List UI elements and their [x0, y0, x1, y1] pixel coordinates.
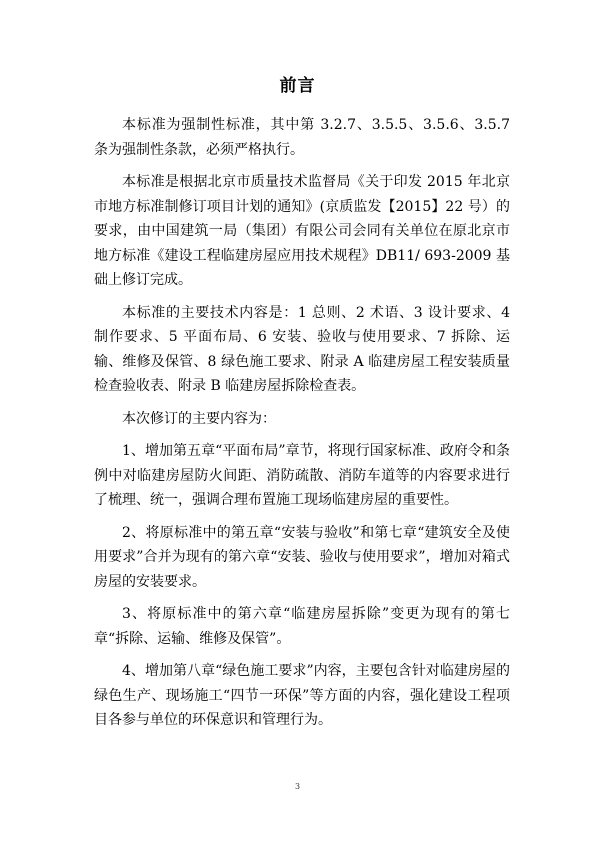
paragraph-revision-item-1: 1、增加第五章“平面布局”章节，将现行国家标准、政府令和条例中对临建房屋防火间距、消防疏散、消防车道等的内容要求进行了梳理、统一，强调合理布置施工现场临建房屋的重要性。 — [94, 443, 510, 508]
paragraph-revision-item-3: 3、将原标准中的第六章“临建房屋拆除”变更为现有的第七章“拆除、运输、维修及保管”。 — [94, 606, 510, 647]
document-body — [94, 113, 510, 741]
paragraph-revision-item-4: 4、增加第八章“绿色施工要求”内容，主要包含针对临建房屋的绿色生产、现场施工“四节一环保”等方面的内容，强化建设工程项目各参与单位的环保意识和管理行为。 — [94, 663, 510, 728]
page-title: 前言 — [279, 76, 316, 96]
paragraph-revision-item-2: 2、将原标准中的第五章“安装与验收”和第七章“建筑安全及使用要求”合并为现有的第六章“安装、验收与使用要求”，增加对箱式房屋的安装要求。 — [94, 524, 510, 590]
page-number: 3 — [294, 782, 301, 791]
paragraph-technical-content: 本标准的主要技术内容是：1 总则、2 术语、3 设计要求、4 制作要求、5 平面布局、6 安装、验收与使用要求、7 拆除、运输、维修及保管、8 绿色施工要求、附录 A 临建房屋工程安装质量检查验收表、附录 B 临建房屋拆除检查表。 — [94, 304, 510, 394]
paragraph-revision-intro: 本次修订的主要内容为： — [122, 410, 276, 427]
paragraph-basis: 本标准是根据北京市质量技术监督局《关于印发 2015 年北京市地方标准制修订项目计划的通知》(京质监发【2015】22 号）的要求，由中国建筑一局（集团）有限公司会同有关单位在原北京市地方标准《建设工程临建房屋应用技术规程》DB11/ 693-2009 基础上修订完成。 — [94, 174, 510, 288]
paragraph-mandatory-clauses: 本标准为强制性标准，其中第 3.2.7、3.5.5、3.5.6、3.5.7 条为强制性条款，必须严格执行。 — [94, 117, 510, 158]
